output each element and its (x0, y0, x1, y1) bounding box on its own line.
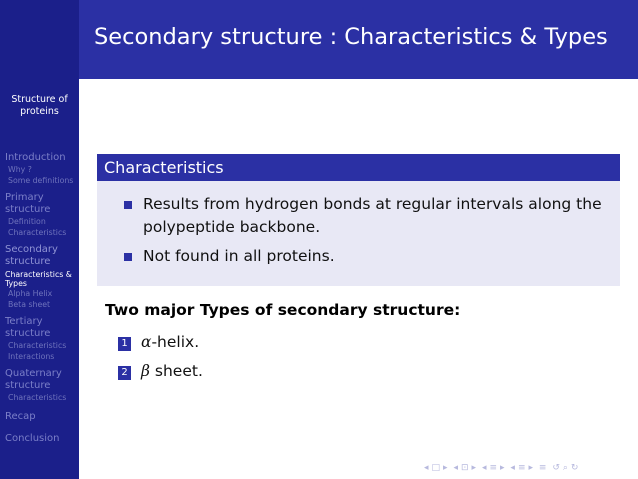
frame-header (79, 0, 638, 79)
bullet-text: Not found in all proteins. (143, 247, 335, 265)
bullet-text: Results from hydrogen bonds at regular intervals along the polypeptide backbone. (143, 195, 602, 236)
bullet-item (97, 193, 620, 239)
sidebar-title[interactable]: Structure of proteins (11, 94, 68, 117)
nav-section-secondary (5, 244, 77, 310)
document-icon[interactable]: ≡ (517, 463, 526, 473)
nav-subsection[interactable]: Alpha Helix (8, 289, 53, 298)
forward-icon[interactable]: ↻ (570, 463, 579, 473)
search-icon[interactable]: ⌕ (562, 463, 568, 473)
nav-prev-icon[interactable]: ◂ (481, 463, 487, 473)
alpha-symbol: α (141, 333, 152, 351)
nav-next-icon[interactable]: ▸ (471, 463, 477, 473)
characteristics-block (97, 154, 620, 286)
nav-section-label[interactable]: Recap (5, 411, 36, 422)
nav-subsection[interactable]: Why ? (8, 165, 32, 174)
nav-section-label-current[interactable]: Secondary structure (5, 244, 58, 267)
sidebar (0, 0, 79, 479)
enum-number-badge: 2 (118, 366, 131, 380)
block-title: Characteristics (97, 154, 620, 181)
nav-prev-icon[interactable]: ◂ (510, 463, 515, 473)
nav-section-primary (5, 192, 77, 238)
nav-section-label[interactable]: Quaternary structure (5, 368, 62, 391)
subsection-icon[interactable]: ⊡ (460, 463, 469, 473)
nav-section-label[interactable]: Tertiary structure (5, 316, 51, 339)
bullet-square-icon (124, 201, 132, 209)
nav-subsection-current[interactable]: Characteristics & Types (5, 270, 72, 288)
section-icon[interactable]: ≡ (489, 463, 498, 473)
types-heading: Two major Types of secondary structure: (105, 301, 461, 319)
enum-item (118, 331, 418, 353)
frame-icon[interactable]: □ (431, 463, 441, 473)
block-body (97, 181, 620, 286)
nav-section-label[interactable]: Introduction (5, 152, 66, 163)
nav-subsection[interactable]: Definition (8, 217, 46, 226)
nav-section-introduction (5, 152, 77, 186)
beta-symbol: β (141, 362, 150, 380)
nav-section-quaternary (5, 368, 77, 403)
bullet-item (97, 245, 620, 268)
nav-subsection[interactable]: Characteristics (8, 228, 67, 237)
nav-prev-icon[interactable]: ◂ (453, 463, 458, 473)
bullet-square-icon (124, 253, 132, 261)
nav-section-label[interactable]: Conclusion (5, 433, 60, 444)
enum-text: sheet. (149, 362, 203, 380)
nav-subsection[interactable]: Characteristics (8, 393, 67, 402)
nav-subsection[interactable]: Some definitions (8, 176, 74, 185)
nav-prev-icon[interactable]: ◂ (424, 463, 429, 473)
sidebar-nav (5, 152, 77, 445)
nav-next-icon[interactable]: ▸ (443, 463, 448, 473)
enum-number-badge: 1 (118, 337, 131, 351)
nav-subsection[interactable]: Beta sheet (8, 300, 51, 309)
enum-text: -helix. (151, 333, 200, 351)
frame-title: Secondary structure : Characteristics & Types (94, 24, 608, 50)
nav-section-conclusion (5, 433, 77, 445)
enum-item (118, 360, 418, 382)
back-icon[interactable]: ↺ (552, 463, 560, 473)
nav-section-label[interactable]: Primary structure (5, 192, 51, 215)
nav-subsection[interactable]: Interactions (8, 352, 55, 361)
align-icon[interactable]: ≡ (538, 463, 547, 473)
nav-next-icon[interactable]: ▸ (500, 463, 505, 473)
navigation-symbols (424, 461, 636, 475)
nav-section-tertiary (5, 316, 77, 362)
nav-next-icon[interactable]: ▸ (528, 463, 534, 473)
nav-section-recap (5, 411, 77, 423)
nav-subsection[interactable]: Characteristics (8, 341, 67, 350)
